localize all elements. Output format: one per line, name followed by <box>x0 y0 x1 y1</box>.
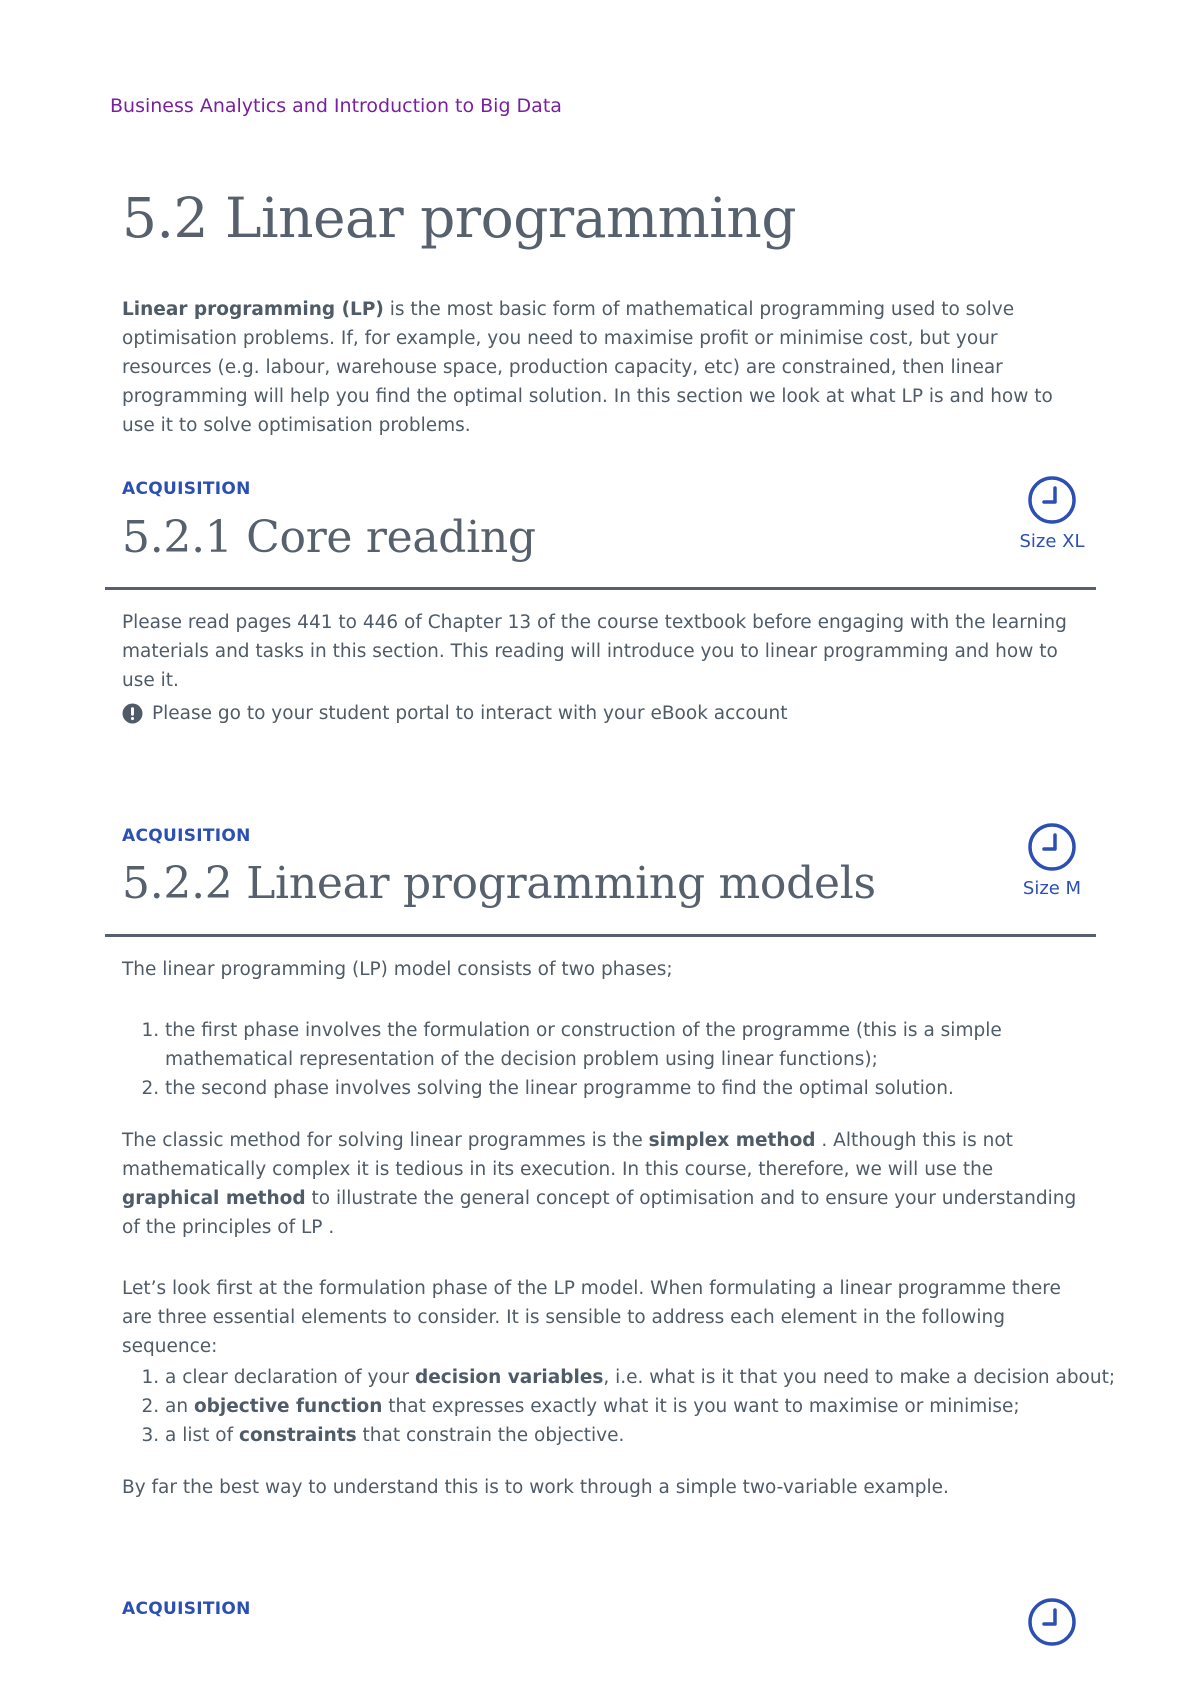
section-title-lp-models: 5.2.2 Linear programming models <box>122 858 876 909</box>
section-tag: ACQUISITION <box>122 479 251 499</box>
text: that expresses exactly what it is you want to maximise or minimise; <box>382 1396 1020 1417</box>
list-item <box>165 1392 1125 1421</box>
list-item: 2. the second phase involves solving the linear programme to find the optimal solution. <box>165 1074 1125 1103</box>
clock-icon <box>1027 475 1077 525</box>
page-title: 5.2 Linear programming <box>122 186 797 250</box>
intro-bold: Linear programming (LP) <box>122 299 384 320</box>
closing-paragraph: By far the best way to understand this is to work through a simple two-variable example. <box>122 1477 949 1498</box>
divider <box>105 934 1096 937</box>
list-item: 1. the first phase involves the formulation or construction of the programme (this is a simple mathematical representation of the decision problem using linear functions); <box>165 1016 1125 1074</box>
intro-paragraph <box>122 295 1082 440</box>
bold-text: graphical method <box>122 1188 306 1209</box>
formulation-paragraph: Let’s look first at the formulation phase of the LP model. When formulating a linear programme there are three essential elements to consider. It is sensible to address each element in the following sequence: <box>122 1278 1061 1357</box>
core-reading-text: Please read pages 441 to 446 of Chapter 13 of the course textbook before engaging with the learning materials and tasks in this section. This reading will introduce you to linear programming and how to use it. <box>122 612 1067 691</box>
intro-text: is the most basic form of mathematical programming used to solve optimisation problems. If, for example, you need to maximise profit or minimise cost, but your resources (e.g. labour, warehouse space, production capacity, etc) are constrained, then linear programming will help you find the optimal solution. In this section we look at what LP is and how to use it to solve optimisation problems. <box>122 299 1053 436</box>
text: a list of <box>165 1425 239 1446</box>
phase-list <box>122 1016 1125 1103</box>
divider <box>105 587 1096 590</box>
alert-icon <box>122 703 143 724</box>
bold-text: objective function <box>193 1396 383 1417</box>
text: . Although this is not mathematically complex it is tedious in its execution. In this course, therefore, we will use the <box>122 1130 1013 1180</box>
size-label: Size XL <box>1019 531 1085 552</box>
bold-text: simplex method <box>648 1130 816 1151</box>
bold-text: decision variables <box>414 1367 604 1388</box>
text: The classic method for solving linear programmes is the <box>122 1130 649 1151</box>
clock-icon <box>1027 822 1077 872</box>
section-tag: ACQUISITION <box>122 1599 251 1619</box>
size-label: Size M <box>1022 878 1082 899</box>
clock-icon <box>1027 1597 1077 1647</box>
list-item <box>165 1363 1125 1392</box>
notice-text: Please go to your student portal to interact with your eBook account <box>152 703 788 724</box>
text: to illustrate the general concept of optimisation and to ensure your understanding of the principles of LP . <box>122 1188 1077 1238</box>
section-tag: ACQUISITION <box>122 826 251 846</box>
elements-list <box>122 1363 1125 1450</box>
simplex-paragraph <box>122 1126 1082 1242</box>
text: an <box>165 1396 194 1417</box>
bold-text: constraints <box>238 1425 357 1446</box>
lp-model-intro: The linear programming (LP) model consists of two phases; <box>122 959 673 980</box>
list-item <box>165 1421 1125 1450</box>
section-title-core-reading: 5.2.1 Core reading <box>122 512 536 563</box>
text: a clear declaration of your <box>165 1367 415 1388</box>
text: that constrain the objective. <box>356 1425 625 1446</box>
course-title: Business Analytics and Introduction to Big Data <box>110 95 562 117</box>
ebook-notice <box>122 703 788 724</box>
text: , i.e. what is it that you need to make a decision about; <box>603 1367 1116 1388</box>
